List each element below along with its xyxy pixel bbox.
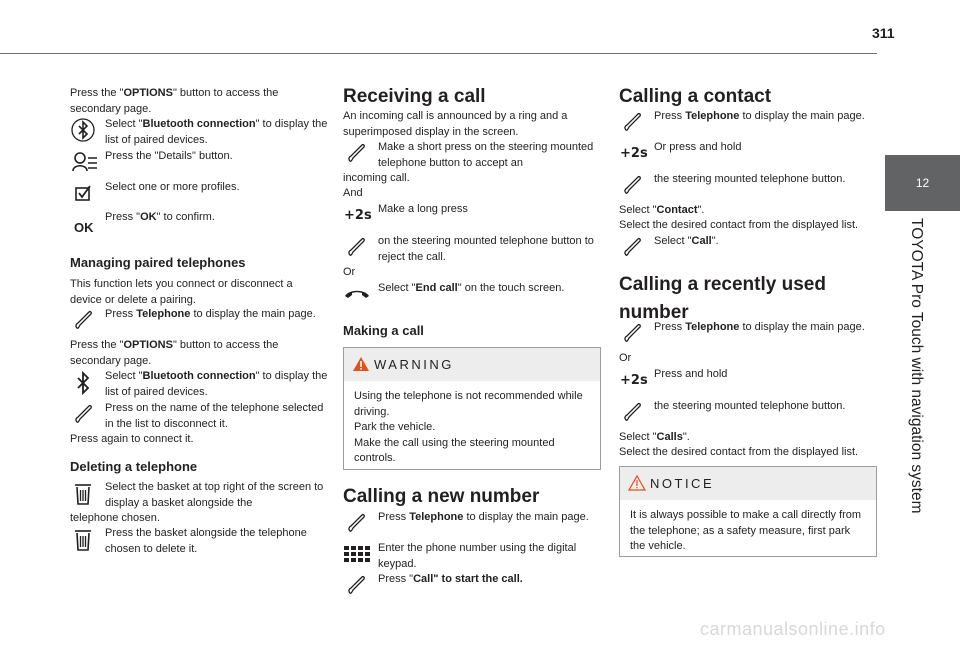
bluetooth-icon[interactable] xyxy=(70,369,100,391)
warning-line: Park the vehicle. xyxy=(354,421,436,433)
keypad-icon[interactable] xyxy=(343,541,373,563)
warning-line: Using the telephone is not recommended while driving. xyxy=(354,390,583,418)
warning-box xyxy=(343,347,601,470)
phone-icon[interactable] xyxy=(343,572,373,594)
trash-icon[interactable] xyxy=(70,480,100,502)
receiving-text-2: incoming call. xyxy=(343,172,410,184)
contact-text: Select "Contact". xyxy=(619,204,705,216)
managing-text: This function lets you connect or disconnect a device or delete a pairing. xyxy=(70,278,293,306)
phone-icon[interactable] xyxy=(619,399,649,421)
phone-icon[interactable] xyxy=(343,234,373,256)
notice-label: NOTICE xyxy=(650,476,715,491)
contact-text-2: Select the desired contact from the displayed list. xyxy=(619,219,859,231)
details-icon[interactable] xyxy=(70,149,100,171)
deleting-text: telephone chosen. xyxy=(70,512,160,524)
bluetooth-icon[interactable] xyxy=(70,117,100,139)
phone-icon[interactable] xyxy=(70,401,100,423)
svg-text:+2s: +2s xyxy=(344,208,372,223)
receiving-heading: Receiving a call xyxy=(343,86,486,107)
managing-text-3: Press again to connect it. xyxy=(70,433,194,445)
steering-phone-button-icon[interactable] xyxy=(343,202,373,224)
checkbox-icon[interactable] xyxy=(70,180,100,202)
managing-heading: Managing paired telephones xyxy=(70,255,246,270)
warning-line: Make the call using the steering mounted controls. xyxy=(354,436,555,464)
chapter-tab[interactable]: 12 xyxy=(885,155,960,211)
page-number: 311 xyxy=(872,25,895,41)
phone-icon[interactable] xyxy=(619,172,649,194)
steering-phone-button-icon[interactable] xyxy=(619,367,649,389)
receiving-text: An incoming call is announced by a ring and a superimposed display in the screen. xyxy=(343,110,568,138)
chapter-title: TOYOTA Pro Touch with navigation system xyxy=(908,218,925,514)
contact-heading: Calling a contact xyxy=(619,86,772,107)
watermark: carmanualsonline.info xyxy=(700,619,886,639)
svg-text:+2s: +2s xyxy=(620,146,648,161)
phone-icon[interactable] xyxy=(619,234,649,256)
phone-icon[interactable] xyxy=(343,140,373,162)
notice-icon xyxy=(628,475,646,497)
trash-icon[interactable] xyxy=(70,526,100,548)
phone-icon[interactable] xyxy=(343,510,373,532)
recent-heading: Calling a recently used number xyxy=(619,274,826,323)
recent-text-2: Select the desired contact from the displayed list. xyxy=(619,446,859,458)
steering-phone-button-icon[interactable] xyxy=(619,140,649,162)
end-call-icon[interactable] xyxy=(343,281,373,303)
svg-text:+2s: +2s xyxy=(620,373,648,388)
or-text: Or xyxy=(619,352,632,364)
notice-text: It is always possible to make a call directly from the telephone; as a safety measure, first park the vehicle. xyxy=(630,509,862,552)
top-rule xyxy=(0,53,877,54)
new-number-heading: Calling a new number xyxy=(343,486,540,507)
making-heading: Making a call xyxy=(343,323,424,338)
and-text: And xyxy=(343,187,363,199)
warning-label: WARNING xyxy=(374,357,454,372)
ok-icon[interactable]: OK xyxy=(74,220,94,235)
or-text: Or xyxy=(343,266,356,278)
warning-icon xyxy=(352,356,370,378)
intro-text: Press the "OPTIONS" button to access the secondary page. xyxy=(70,87,279,115)
phone-icon[interactable] xyxy=(70,307,100,329)
deleting-heading: Deleting a telephone xyxy=(70,459,198,474)
recent-text: Select "Calls". xyxy=(619,431,690,443)
phone-icon[interactable] xyxy=(619,320,649,342)
phone-icon[interactable] xyxy=(619,109,649,131)
managing-text-2: Press the "OPTIONS" button to access the secondary page. xyxy=(70,339,279,367)
notice-box xyxy=(619,466,877,557)
